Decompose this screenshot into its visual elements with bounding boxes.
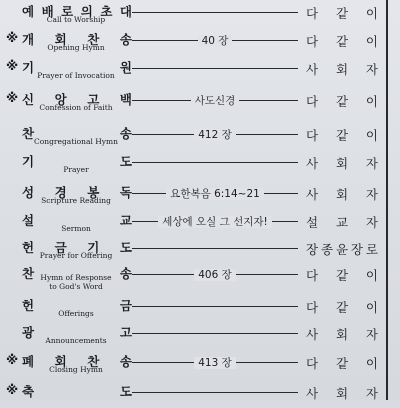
title-char: 폐 [22, 354, 35, 369]
item-rule-line [132, 248, 298, 249]
worship-item [0, 58, 386, 84]
role-char: 회 [335, 187, 349, 202]
role-char: 자 [365, 327, 378, 342]
item-role [306, 60, 378, 78]
item-role [306, 266, 378, 284]
item-content: 40 장 [132, 33, 298, 48]
title-char: 독 [119, 185, 132, 200]
item-role [306, 298, 378, 316]
standing-mark: ※ [6, 90, 19, 105]
role-char: 다 [306, 356, 319, 371]
item-role [306, 92, 378, 110]
item-title-english: Offerings [58, 309, 94, 318]
title-char: 로 [61, 4, 74, 19]
item-title-english: Call to Worship [46, 15, 106, 24]
title-char: 송 [119, 266, 132, 281]
worship-item [0, 238, 386, 264]
item-rule-line [132, 392, 298, 393]
item-title-english: Confession of Faith [39, 103, 113, 112]
role-char: 이 [365, 128, 378, 143]
worship-item [0, 211, 386, 237]
role-char: 사 [306, 62, 319, 77]
role-char: 사 [306, 386, 319, 401]
role-char: 이 [365, 300, 378, 315]
title-char: 도 [119, 154, 132, 169]
title-char: 금 [54, 240, 67, 255]
role-char: 자 [365, 187, 378, 202]
title-char: 찬 [22, 266, 35, 281]
role-char: 다 [306, 128, 319, 143]
title-char: 개 [22, 32, 35, 47]
role-char: 교 [335, 215, 349, 230]
title-char: 찬 [22, 126, 35, 141]
title-char: 광 [22, 325, 35, 340]
role-char: 회 [335, 62, 349, 77]
item-role [306, 354, 378, 372]
title-char: 금 [119, 298, 132, 313]
worship-item [0, 264, 386, 290]
item-role [306, 185, 378, 203]
role-char: 설 [306, 215, 319, 230]
title-char: 도 [119, 384, 132, 399]
item-title-english: Opening Hymn [47, 43, 105, 52]
title-char: 회 [54, 32, 67, 47]
title-char: 기 [22, 154, 35, 169]
role-char: 다 [306, 94, 319, 109]
role-char: 윤 [335, 242, 349, 257]
title-char: 송 [119, 126, 132, 141]
role-char: 다 [306, 6, 319, 21]
worship-item [0, 2, 386, 28]
role-char: 자 [365, 386, 378, 401]
item-title-english: Closing Hymn [49, 365, 103, 374]
role-char: 이 [365, 356, 378, 371]
title-char: 축 [22, 384, 35, 399]
item-rule-line [132, 333, 298, 334]
item-rule-line [132, 306, 298, 307]
item-content: 406 장 [132, 267, 298, 282]
worship-item [0, 124, 386, 150]
title-char: 헌 [22, 240, 35, 255]
item-content: 사도신경 [132, 93, 298, 108]
item-role [306, 154, 378, 172]
title-char: 헌 [22, 298, 35, 313]
role-char: 자 [365, 62, 378, 77]
title-char: 의 [80, 4, 93, 19]
role-char: 회 [335, 327, 349, 342]
worship-item [0, 382, 386, 408]
worship-item [0, 296, 386, 322]
title-char: 초 [100, 4, 113, 19]
role-char: 같 [335, 34, 349, 49]
role-char: 사 [306, 187, 319, 202]
standing-mark: ※ [6, 382, 19, 397]
title-char: 교 [119, 213, 132, 228]
worship-item [0, 352, 386, 378]
role-char: 로 [365, 242, 378, 257]
role-char: 다 [306, 300, 319, 315]
role-char: 장 [350, 242, 363, 257]
item-role [306, 325, 378, 343]
title-char: 찬 [87, 354, 100, 369]
role-char: 같 [335, 94, 349, 109]
title-char: 앙 [54, 92, 67, 107]
role-char: 종 [320, 242, 334, 257]
title-char: 경 [54, 185, 67, 200]
standing-mark: ※ [6, 30, 19, 45]
standing-mark: ※ [6, 352, 19, 367]
title-char: 도 [119, 240, 132, 255]
role-char: 회 [335, 386, 349, 401]
title-char: 고 [119, 325, 132, 340]
role-char: 같 [335, 128, 349, 143]
item-role [306, 126, 378, 144]
role-char: 사 [306, 156, 319, 171]
role-char: 다 [306, 268, 319, 283]
title-char: 고 [87, 92, 100, 107]
worship-item [0, 30, 386, 56]
item-title-english: Sermon [61, 224, 91, 233]
item-role [306, 213, 378, 231]
role-char: 장 [306, 242, 319, 257]
title-char: 예 [22, 4, 35, 19]
item-role [306, 4, 378, 22]
title-char: 찬 [87, 32, 100, 47]
role-char: 자 [365, 156, 378, 171]
right-border-line [386, 0, 388, 400]
worship-item [0, 90, 386, 116]
worship-item [0, 152, 386, 178]
title-char: 백 [119, 92, 132, 107]
item-title-english: Congregational Hymn [34, 137, 118, 146]
item-title-english: Scripture Reading [41, 196, 111, 205]
item-content: 요한복음 6:14~21 [132, 186, 298, 201]
title-char: 기 [22, 60, 35, 75]
item-rule-line [132, 12, 298, 13]
role-char: 사 [306, 327, 319, 342]
role-char: 같 [335, 6, 349, 21]
role-char: 같 [335, 300, 349, 315]
title-char: 신 [22, 92, 35, 107]
item-title-english: Announcements [45, 336, 107, 345]
item-role [306, 32, 378, 50]
worship-item [0, 323, 386, 349]
role-char: 이 [365, 94, 378, 109]
title-char: 봉 [87, 185, 100, 200]
item-role [306, 240, 378, 258]
item-rule-line [132, 162, 298, 163]
role-char: 같 [335, 356, 349, 371]
title-char: 원 [119, 60, 132, 75]
role-char: 다 [306, 34, 319, 49]
item-role [306, 384, 378, 402]
title-char: 대 [119, 4, 132, 19]
item-title-english: Hymn of Response to God's Word [40, 273, 112, 291]
title-char: 기 [87, 240, 100, 255]
item-title-english: Prayer [63, 165, 89, 174]
title-char: 설 [22, 213, 35, 228]
title-char: 송 [119, 354, 132, 369]
standing-mark: ※ [6, 58, 19, 73]
title-char: 송 [119, 32, 132, 47]
worship-item [0, 183, 386, 209]
item-rule-line [132, 68, 298, 69]
item-content: 412 장 [132, 127, 298, 142]
role-char: 같 [335, 268, 349, 283]
role-char: 이 [365, 6, 378, 21]
role-char: 이 [365, 34, 378, 49]
role-char: 이 [365, 268, 378, 283]
item-title-korean [6, 382, 132, 400]
item-content: 세상에 오실 그 선지자! [132, 214, 298, 229]
item-content: 413 장 [132, 355, 298, 370]
role-char: 자 [365, 215, 378, 230]
title-char: 성 [22, 185, 35, 200]
item-title-english: Prayer for Offering [39, 251, 113, 260]
title-char: 배 [41, 4, 54, 19]
role-char: 회 [335, 156, 349, 171]
item-title-english: Prayer of Invocation [37, 71, 115, 80]
title-char: 회 [54, 354, 67, 369]
